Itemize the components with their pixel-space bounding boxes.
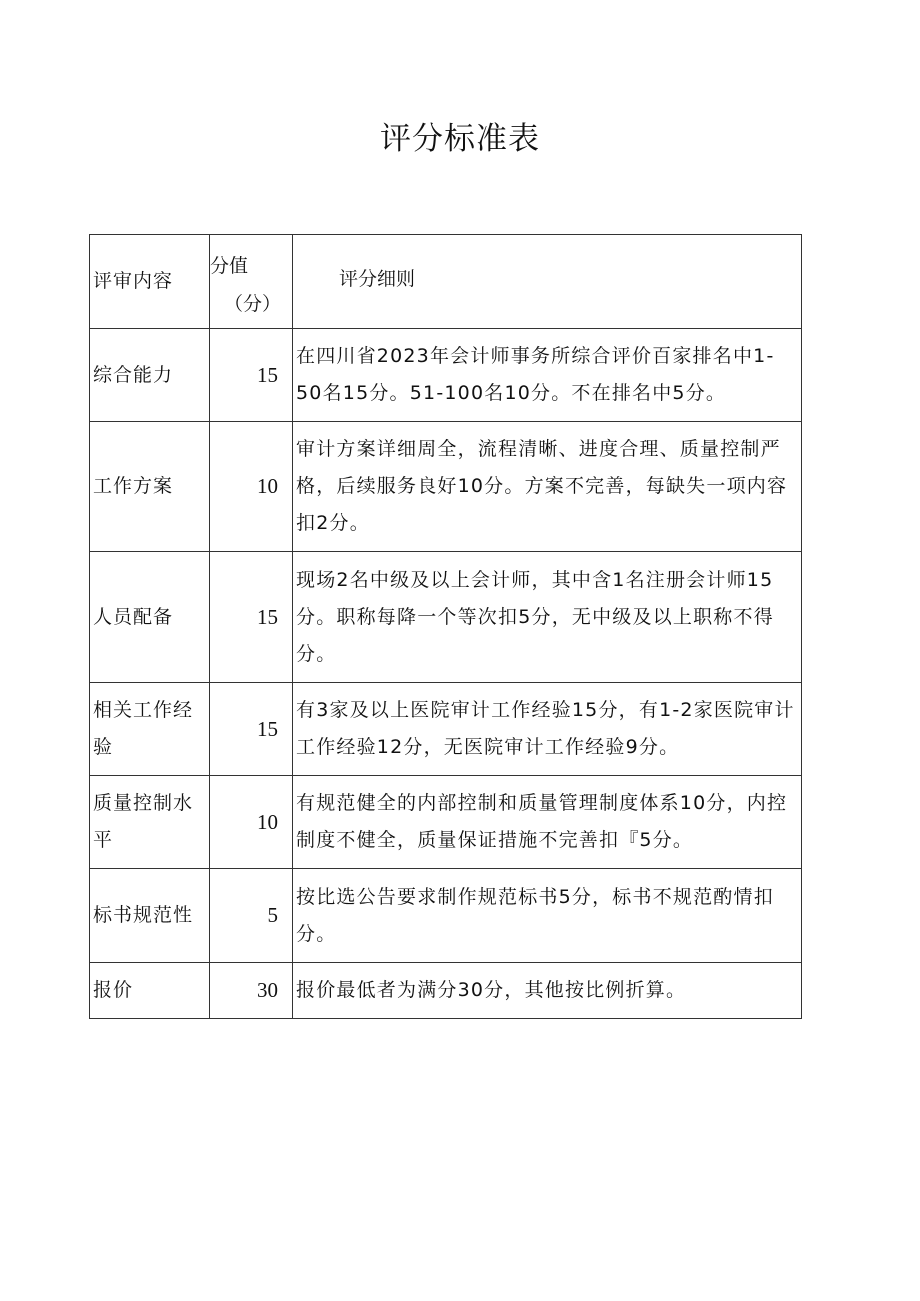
- row-detail: 报价最低者为满分30分，其他按比例折算。: [293, 963, 802, 1019]
- page-title: 评分标准表: [380, 121, 540, 157]
- header-item: [90, 235, 210, 329]
- row-item: 人员配备: [90, 552, 210, 683]
- row-score: 15: [210, 329, 293, 422]
- row-detail: 有规范健全的内部控制和质量管理制度体系10分，内控制度不健全，质量保证措施不完善扣『5分。: [293, 776, 802, 869]
- row-detail: 按比选公告要求制作规范标书5分，标书不规范酌情扣分。: [293, 869, 802, 963]
- row-item: 报价: [90, 963, 210, 1019]
- row-score: 15: [210, 552, 293, 683]
- row-score: 10: [210, 776, 293, 869]
- row-score: 10: [210, 422, 293, 552]
- table-row: [90, 329, 802, 422]
- table-row: [90, 869, 802, 963]
- header-detail: [293, 235, 802, 329]
- row-item: 质量控制水平: [90, 776, 210, 869]
- row-score: 30: [210, 963, 293, 1019]
- table-header-row: [90, 235, 802, 329]
- row-detail: 审计方案详细周全，流程清晰、进度合理、质量控制严格，后续服务良好10分。方案不完善，每缺失一项内容扣2分。: [293, 422, 802, 552]
- row-score: 15: [210, 683, 293, 776]
- header-score: [210, 235, 293, 329]
- row-item: 工作方案: [90, 422, 210, 552]
- table-row: [90, 552, 802, 683]
- table-row: [90, 422, 802, 552]
- row-detail: 有3家及以上医院审计工作经验15分，有1-2家医院审计工作经验12分，无医院审计工作经验9分。: [293, 683, 802, 776]
- header-score-label: 分值: [210, 254, 249, 277]
- scoring-criteria-table: [89, 234, 802, 1019]
- table-row: [90, 683, 802, 776]
- row-detail: 现场2名中级及以上会计师，其中含1名注册会计师15分。职称每降一个等次扣5分，无中级及以上职称不得分。: [293, 552, 802, 683]
- row-item: 标书规范性: [90, 869, 210, 963]
- header-item-label: 评审内容: [93, 270, 174, 292]
- row-item: 综合能力: [90, 329, 210, 422]
- row-detail: 在四川省2023年会计师事务所综合评价百家排名中1-50名15分。51-100名10分。不在排名中5分。: [293, 329, 802, 422]
- header-detail-label: 评分细则: [339, 268, 416, 290]
- header-score-unit: （分）: [224, 292, 282, 315]
- row-score: 5: [210, 869, 293, 963]
- table-row: [90, 963, 802, 1019]
- table-row: [90, 776, 802, 869]
- row-item: 相关工作经验: [90, 683, 210, 776]
